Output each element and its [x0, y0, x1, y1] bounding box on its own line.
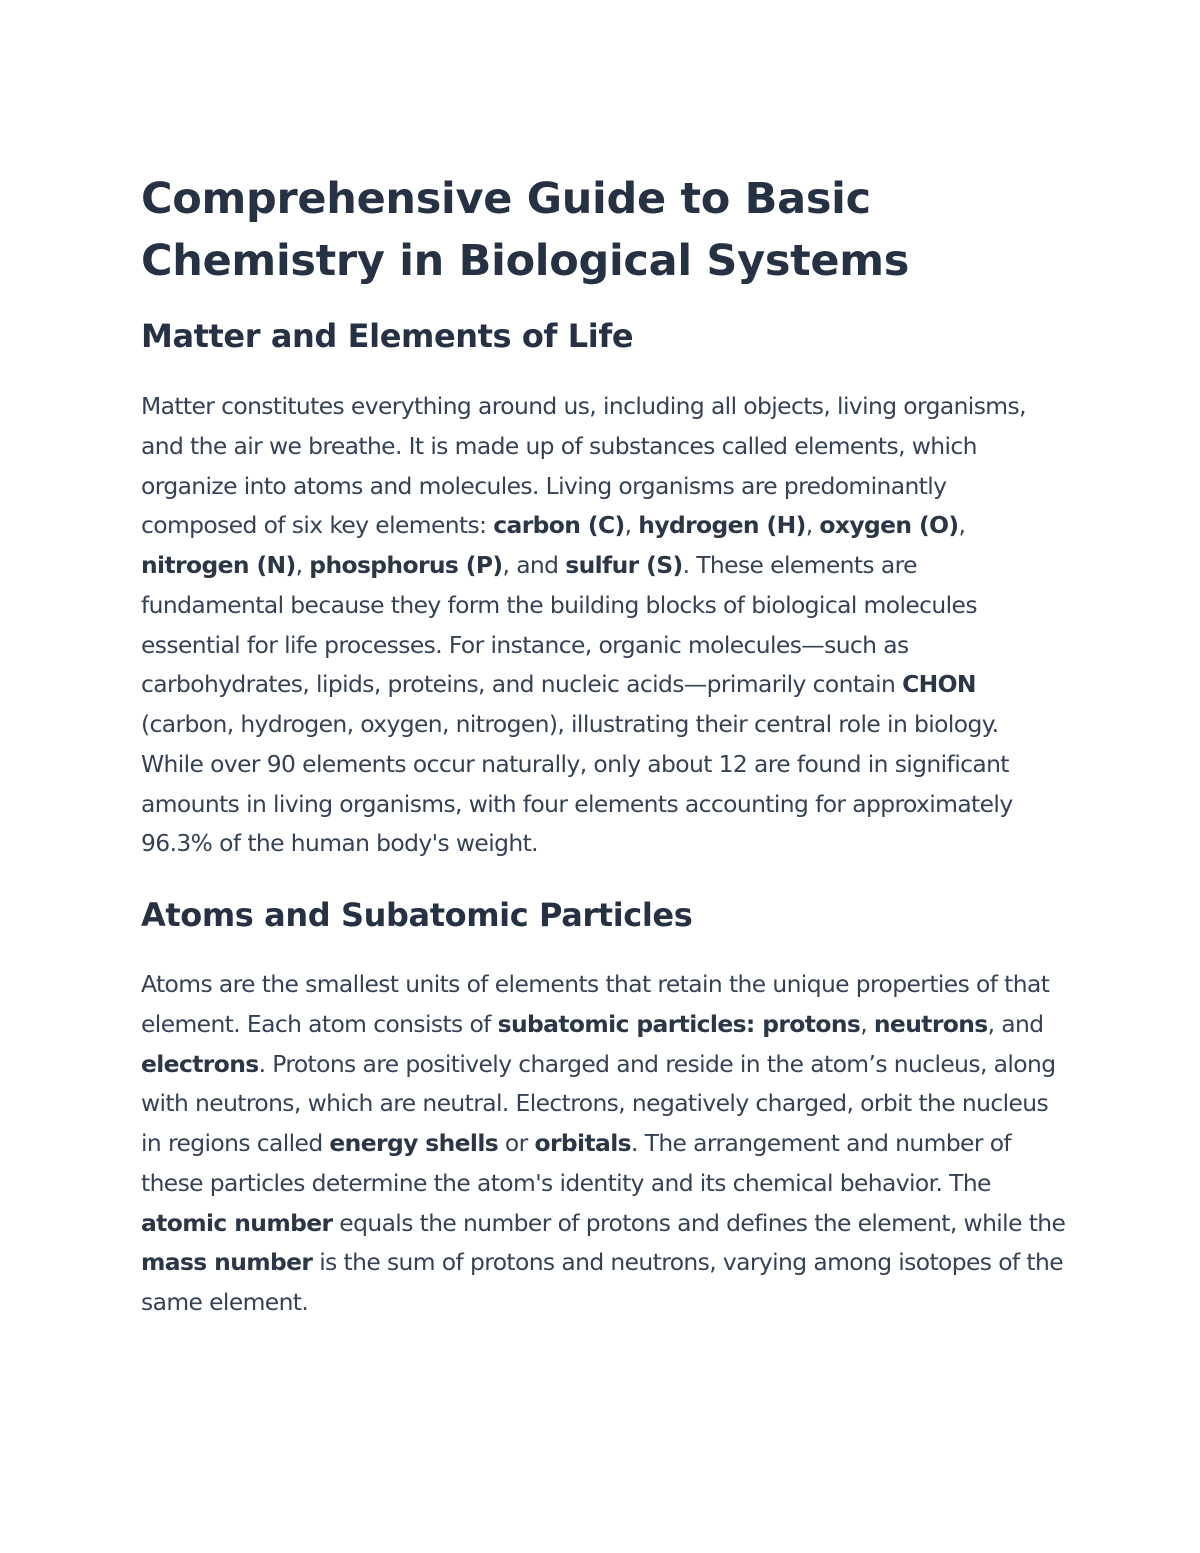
- section-heading-atoms: Atoms and Subatomic Particles: [141, 896, 693, 934]
- document-title: [141, 168, 1066, 292]
- title-line-2: Chemistry in Biological Systems: [141, 236, 910, 286]
- document-page: [141, 168, 1066, 1323]
- section-paragraph-matter: Matter constitutes everything around us, including all objects, living organisms, and the air we breathe. It is made up of substances called elements, which organize into atoms and molecules. Living organisms are predominantly composed of six key elements: carbon (C), hydrogen (H), oxygen (O), nitrogen (N), phosphorus (P), and sulfur (S). These elements are fundamental because they form the building blocks of biological molecules essential for life processes. For instance, organic molecules—such as carbohydrates, lipids, proteins, and nucleic acids—primarily contain CHON (carbon, hydrogen, oxygen, nitrogen), illustrating their central role in biology. While over 90 elements occur naturally, only about 12 are found in significant amounts in living organisms, with four elements accounting for approximately 96.3% of the human body's weight.: [141, 392, 1026, 858]
- section-heading-matter: Matter and Elements of Life: [141, 317, 634, 355]
- title-line-1: Comprehensive Guide to Basic: [141, 174, 871, 224]
- section-paragraph-atoms: Atoms are the smallest units of elements that retain the unique properties of that element. Each atom consists of subatomic particles: protons, neutrons, and electrons. Protons are positively charged and reside in the atom’s nucleus, along with neutrons, which are neutral. Electrons, negatively charged, orbit the nucleus in regions called energy shells or orbitals. The arrangement and number of these particles determine the atom's identity and its chemical behavior. The atomic number equals the number of protons and defines the element, while the mass number is the sum of protons and neutrons, varying among isotopes of the same element.: [141, 970, 1066, 1316]
